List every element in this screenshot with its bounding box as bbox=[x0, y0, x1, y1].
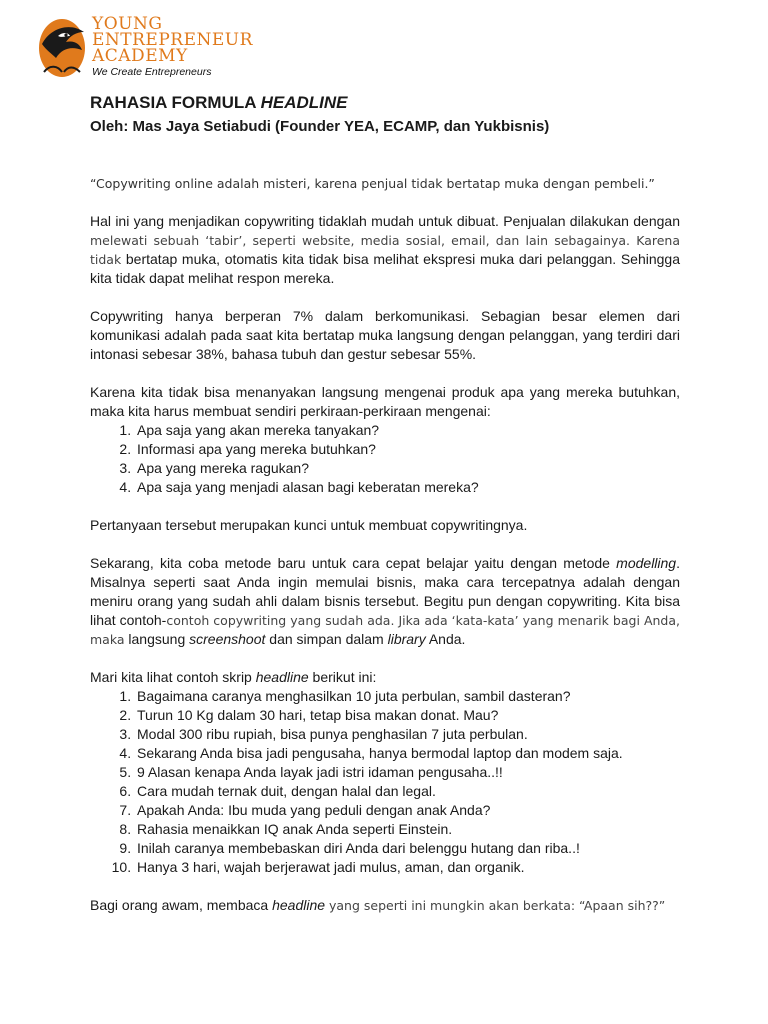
paragraph-5-emphasis-3: library bbox=[387, 631, 426, 647]
list-item: 3. Modal 300 ribu rupiah, bisa punya penghasilan 7 juta perbulan. bbox=[135, 725, 680, 744]
list-item: 4. Apa saja yang menjadi alasan bagi keberatan mereka? bbox=[135, 478, 680, 497]
paragraph-3: Karena kita tidak bisa menanyakan langsung mengenai produk apa yang mereka butuhkan, maka kita harus membuat sendiri perkiraan-perkiraan mengenai: bbox=[90, 384, 680, 419]
paragraph-6-emphasis: headline bbox=[255, 669, 309, 685]
list-item: 2. Informasi apa yang mereka butuhkan? bbox=[135, 440, 680, 459]
paragraph-1-part-c: bertatap muka, otomatis kita tidak bisa melihat ekspresi muka dari pelanggan. Sehingga kita tidak dapat melihat respon mereka. bbox=[90, 251, 680, 286]
logo-line-3: ACADEMY bbox=[92, 46, 188, 66]
list-item: 4. Sekarang Anda bisa jadi pengusaha, hanya bermodal laptop dan modem saja. bbox=[135, 744, 680, 763]
opening-quote: “Copywriting online adalah misteri, karena penjual tidak bertatap muka dengan pembeli.” bbox=[90, 176, 655, 191]
paragraph-5-part-e: dan simpan dalam bbox=[265, 631, 388, 647]
paragraph-7-emphasis: headline bbox=[272, 897, 326, 913]
paragraph-4: Pertanyaan tersebut merupakan kunci untuk membuat copywritingnya. bbox=[90, 517, 528, 533]
paragraph-6-part-b: berikut ini: bbox=[308, 669, 377, 685]
paragraph-5-part-f: Anda. bbox=[425, 631, 466, 647]
list-item: 1. Bagaimana caranya menghasilkan 10 juta perbulan, sambil dasteran? bbox=[135, 687, 680, 706]
list-item: 2. Turun 10 Kg dalam 30 hari, tetap bisa makan donat. Mau? bbox=[135, 706, 680, 725]
title-plain: RAHASIA FORMULA bbox=[90, 93, 261, 112]
paragraph-2: Copywriting hanya berperan 7% dalam berkomunikasi. Sebagian besar elemen dari komunikasi adalah pada saat kita bertatap muka langsung dengan pelanggan, yang terdiri dari intonasi sebesar 38%, bahasa tubuh dan gestur sebesar 55%. bbox=[90, 308, 680, 362]
logo-line-1: YOUNG bbox=[92, 14, 163, 34]
logo-tagline: We Create Entrepreneurs bbox=[92, 66, 212, 78]
list-item: 3. Apa yang mereka ragukan? bbox=[135, 459, 680, 478]
document-title bbox=[90, 93, 348, 113]
logo-line-2: ENTREPRENEUR bbox=[92, 30, 253, 50]
paragraph-1-part-b: melewati sebuah ‘tabir’, seperti website, media sosial, email, dan lain sebagainya. Karena tidak bbox=[90, 233, 680, 267]
list-item: 9. Inilah caranya membebaskan diri Anda dari belenggu hutang dan riba..! bbox=[135, 839, 680, 858]
headline-examples-list bbox=[90, 687, 680, 877]
paragraph-7-part-a: Bagi orang awam, membaca bbox=[90, 897, 273, 913]
paragraph-5-emphasis-2: screenshoot bbox=[189, 631, 266, 647]
paragraph-7 bbox=[90, 896, 680, 915]
paragraph-5-part-b: . Misalnya seperti saat Anda ingin memulai bisnis, maka cara tercepatnya adalah dengan meniru orang yang sudah ahli dalam bisnis tersebut. Begitu pun dengan copywriting. Kita bisa lihat contoh- bbox=[90, 555, 680, 628]
paragraph-1-part-a: Hal ini yang menjadikan copywriting tidaklah mudah untuk dibuat. Penjualan dilakukan dengan bbox=[90, 213, 680, 229]
paragraph-1 bbox=[90, 212, 680, 288]
title-italic: HEADLINE bbox=[260, 93, 348, 112]
question-list bbox=[90, 421, 680, 497]
paragraph-5-part-c: contoh copywriting yang sudah ada. Jika ada ‘kata-kata’ yang menarik bagi Anda, maka bbox=[90, 613, 680, 647]
list-item: 6. Cara mudah ternak duit, dengan halal dan legal. bbox=[135, 782, 680, 801]
brand-logo bbox=[36, 14, 253, 84]
list-item: 8. Rahasia menaikkan IQ anak Anda seperti Einstein. bbox=[135, 820, 680, 839]
article-body bbox=[90, 174, 680, 934]
document-byline: Oleh: Mas Jaya Setiabudi (Founder YEA, ECAMP, dan Yukbisnis) bbox=[90, 118, 550, 135]
paragraph-6 bbox=[90, 668, 680, 687]
paragraph-5-part-a: Sekarang, kita coba metode baru untuk cara cepat belajar yaitu dengan metode bbox=[90, 555, 617, 571]
list-item: 7. Apakah Anda: Ibu muda yang peduli dengan anak Anda? bbox=[135, 801, 680, 820]
paragraph-5-emphasis-1: modelling bbox=[616, 555, 677, 571]
paragraph-7-part-b: yang seperti ini mungkin akan berkata: “Apaan sih??” bbox=[325, 898, 666, 913]
list-item: 1. Apa saja yang akan mereka tanyakan? bbox=[135, 421, 680, 440]
eagle-logo-icon bbox=[36, 14, 92, 80]
paragraph-5 bbox=[90, 554, 680, 649]
list-item: 5. 9 Alasan kenapa Anda layak jadi istri idaman pengusaha..!! bbox=[135, 763, 680, 782]
list-item: 10. Hanya 3 hari, wajah berjerawat jadi mulus, aman, dan organik. bbox=[135, 858, 680, 877]
paragraph-5-part-d: langsung bbox=[124, 631, 190, 647]
paragraph-6-part-a: Mari kita lihat contoh skrip bbox=[90, 669, 256, 685]
